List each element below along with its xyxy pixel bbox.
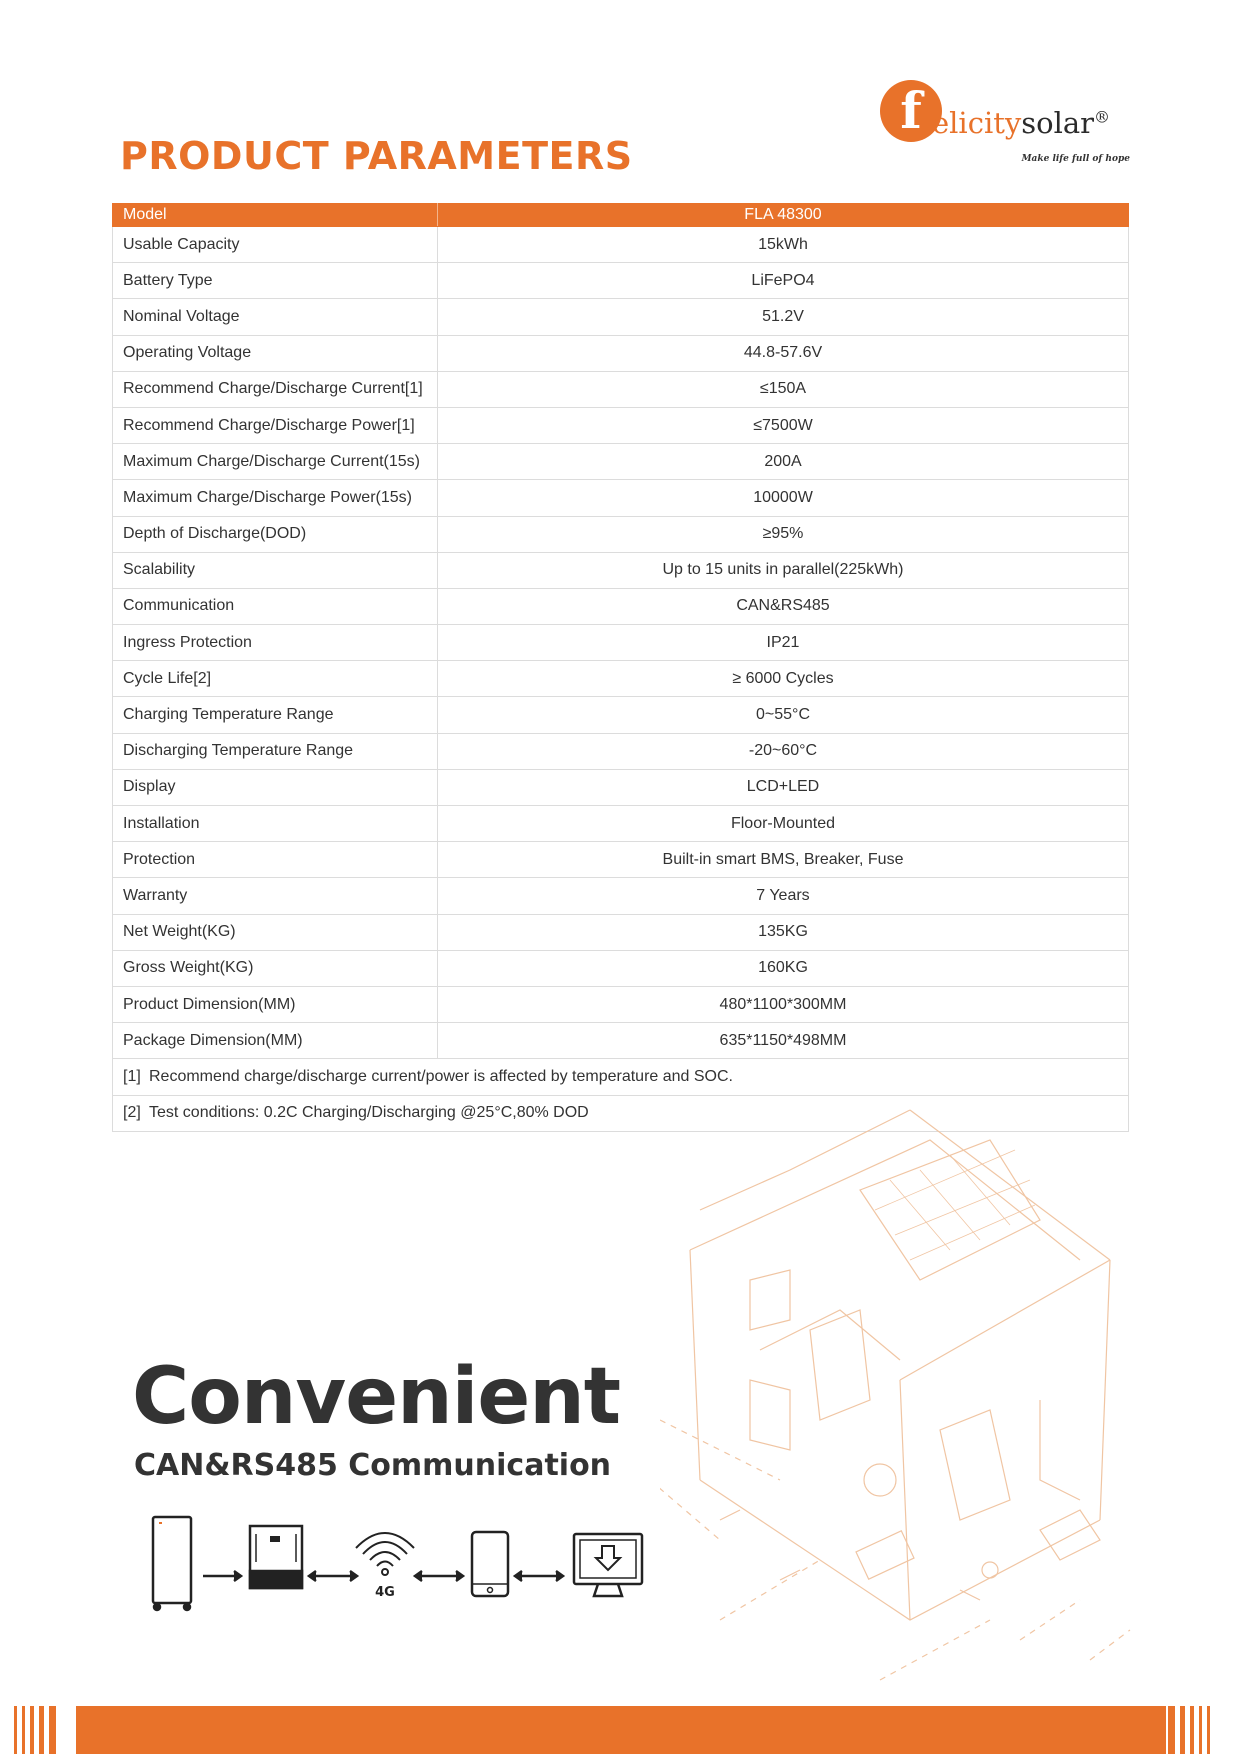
- param-value: 200A: [438, 444, 1129, 480]
- param-value: ≥95%: [438, 516, 1129, 552]
- table-row: [113, 842, 1129, 878]
- param-value: 15kWh: [438, 227, 1129, 263]
- table-row: [113, 806, 1129, 842]
- page-title: PRODUCT PARAMETERS: [120, 134, 633, 178]
- header-label: Model: [113, 204, 438, 227]
- param-label: Gross Weight(KG): [113, 950, 438, 986]
- communication-flow-diagram: [148, 1512, 658, 1622]
- table-row: [113, 733, 1129, 769]
- logo-name-part1: elicity: [932, 106, 1022, 140]
- param-value: 10000W: [438, 480, 1129, 516]
- battery-cabinet-icon: [153, 1517, 191, 1610]
- param-label: Scalability: [113, 552, 438, 588]
- logo-name: [932, 106, 1110, 140]
- param-label: Ingress Protection: [113, 625, 438, 661]
- param-value: Up to 15 units in parallel(225kWh): [438, 552, 1129, 588]
- param-label: Maximum Charge/Discharge Power(15s): [113, 480, 438, 516]
- brand-logo: [880, 80, 1130, 170]
- param-label: Communication: [113, 588, 438, 624]
- table-row: [113, 878, 1129, 914]
- table-header-row: [113, 204, 1129, 227]
- param-label: Product Dimension(MM): [113, 986, 438, 1022]
- param-value: 44.8-57.6V: [438, 335, 1129, 371]
- table-row: [113, 661, 1129, 697]
- param-label: Net Weight(KG): [113, 914, 438, 950]
- table-row: [113, 914, 1129, 950]
- house-illustration: [660, 1100, 1241, 1700]
- param-value: LCD+LED: [438, 769, 1129, 805]
- double-arrow-icon: [309, 1571, 357, 1581]
- table-row: [113, 480, 1129, 516]
- param-value: LiFePO4: [438, 263, 1129, 299]
- double-arrow-icon: [415, 1571, 463, 1581]
- logo-tagline: Make life full of hope: [1021, 154, 1130, 164]
- table-body: [113, 227, 1129, 1132]
- param-label: Recommend Charge/Discharge Power[1]: [113, 407, 438, 443]
- feature-title: Convenient: [132, 1352, 621, 1442]
- header-model: FLA 48300: [438, 204, 1129, 227]
- param-value: Built-in smart BMS, Breaker, Fuse: [438, 842, 1129, 878]
- table-row: [113, 1023, 1129, 1059]
- param-value: CAN&RS485: [438, 588, 1129, 624]
- footnote-tag: [2]: [123, 1104, 141, 1122]
- param-value: 135KG: [438, 914, 1129, 950]
- param-label: Operating Voltage: [113, 335, 438, 371]
- inverter-icon: [250, 1526, 302, 1588]
- param-value: ≤7500W: [438, 407, 1129, 443]
- param-label: Maximum Charge/Discharge Current(15s): [113, 444, 438, 480]
- param-value: 51.2V: [438, 299, 1129, 335]
- footer-bar: [76, 1706, 1166, 1754]
- table-row: [113, 335, 1129, 371]
- feature-subtitle: CAN&RS485 Communication: [134, 1448, 612, 1483]
- table-row: [113, 625, 1129, 661]
- table-row: [113, 371, 1129, 407]
- param-label: Depth of Discharge(DOD): [113, 516, 438, 552]
- param-label: Discharging Temperature Range: [113, 733, 438, 769]
- footer-stripes-left: [14, 1706, 74, 1754]
- footer-stripes-right: [1168, 1706, 1228, 1754]
- table-row: [113, 950, 1129, 986]
- double-arrow-icon: [515, 1571, 563, 1581]
- param-label: Display: [113, 769, 438, 805]
- footnote-tag: [1]: [123, 1067, 141, 1085]
- table-row: [113, 697, 1129, 733]
- wifi-icon: [356, 1533, 414, 1575]
- param-label: Nominal Voltage: [113, 299, 438, 335]
- logo-name-part2: solar: [1021, 106, 1095, 140]
- parameters-table: [112, 203, 1129, 1132]
- table-row: [113, 227, 1129, 263]
- param-label: Protection: [113, 842, 438, 878]
- param-label: Battery Type: [113, 263, 438, 299]
- table-row: [113, 407, 1129, 443]
- param-value: ≤150A: [438, 371, 1129, 407]
- param-label: Installation: [113, 806, 438, 842]
- table-row: [113, 299, 1129, 335]
- param-value: Floor-Mounted: [438, 806, 1129, 842]
- footnote-text: Recommend charge/discharge current/power is affected by temperature and SOC.: [149, 1067, 733, 1085]
- param-value: ≥ 6000 Cycles: [438, 661, 1129, 697]
- param-label: Cycle Life[2]: [113, 661, 438, 697]
- table-row: [113, 552, 1129, 588]
- smartphone-icon: [472, 1532, 508, 1596]
- logo-mark: f: [880, 80, 942, 142]
- param-label: Warranty: [113, 878, 438, 914]
- table-row: [113, 444, 1129, 480]
- registered-mark: ®: [1094, 107, 1111, 127]
- network-label: 4G: [375, 1585, 395, 1600]
- table-row: [113, 986, 1129, 1022]
- param-value: -20~60°C: [438, 733, 1129, 769]
- table-row: [113, 263, 1129, 299]
- table-row: [113, 588, 1129, 624]
- param-value: IP21: [438, 625, 1129, 661]
- param-label: Usable Capacity: [113, 227, 438, 263]
- param-value: 480*1100*300MM: [438, 986, 1129, 1022]
- param-label: Recommend Charge/Discharge Current[1]: [113, 371, 438, 407]
- param-value: 0~55°C: [438, 697, 1129, 733]
- param-label: Package Dimension(MM): [113, 1023, 438, 1059]
- param-value: 160KG: [438, 950, 1129, 986]
- table-row: [113, 516, 1129, 552]
- param-value: 635*1150*498MM: [438, 1023, 1129, 1059]
- footnote: [113, 1059, 1129, 1095]
- arrow-right-icon: [203, 1571, 241, 1581]
- param-value: 7 Years: [438, 878, 1129, 914]
- footnote-text: Test conditions: 0.2C Charging/Discharging @25°C,80% DOD: [149, 1104, 589, 1122]
- note-row: [113, 1059, 1129, 1095]
- table-row: [113, 769, 1129, 805]
- monitor-download-icon: [574, 1534, 642, 1596]
- param-label: Charging Temperature Range: [113, 697, 438, 733]
